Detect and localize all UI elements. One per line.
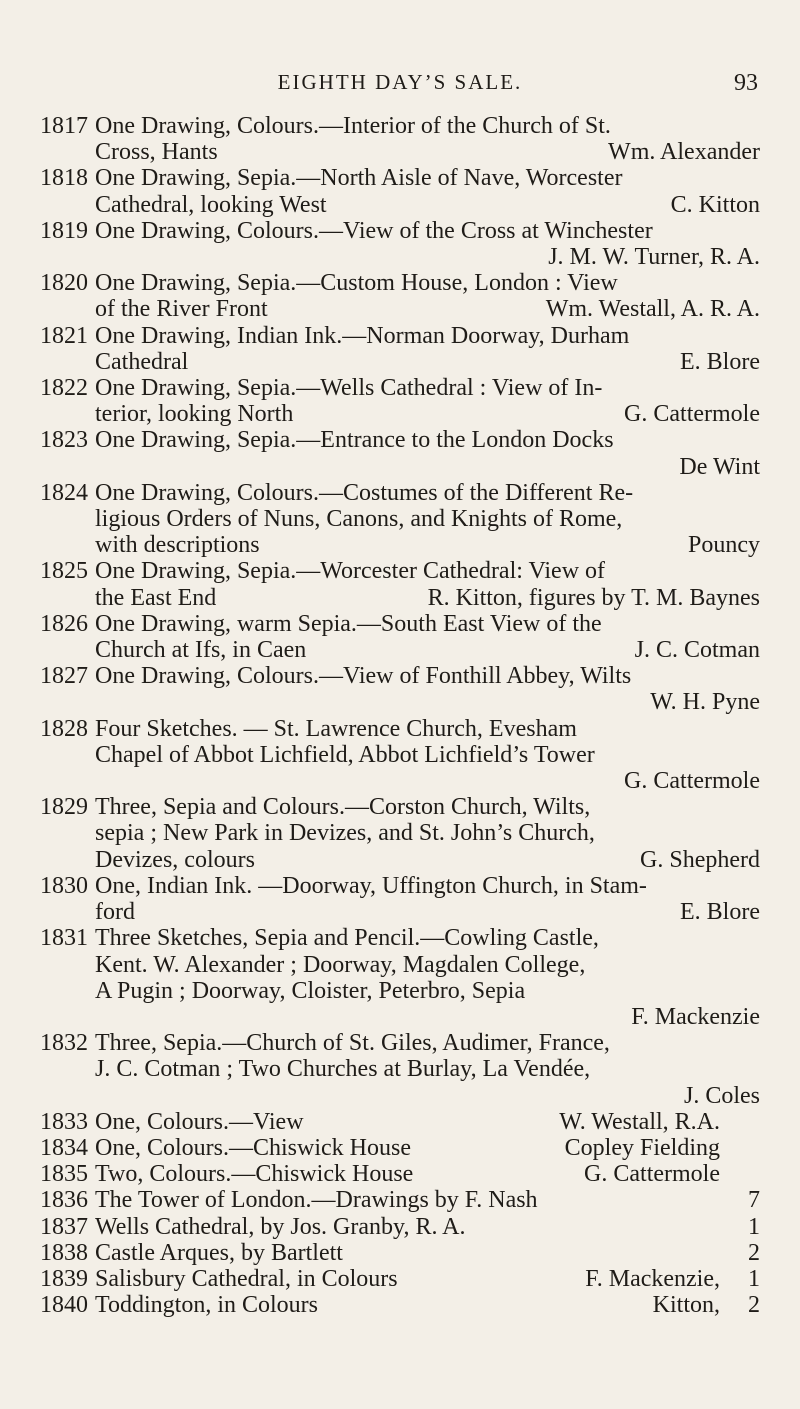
- description-line: One Drawing, Colours.—View of Fonthill Abbey, Wilts: [95, 663, 632, 690]
- lot-description: [95, 113, 760, 165]
- lot-number: 1821: [40, 322, 88, 349]
- lot-entry: [40, 1187, 760, 1213]
- item-count: 7: [748, 1187, 760, 1214]
- lot-number: 1834: [40, 1134, 88, 1161]
- lot-number: 1836: [40, 1187, 88, 1214]
- description-line: [95, 532, 760, 558]
- artist-name: J. C. Cotman: [634, 637, 760, 664]
- lot-entry: [40, 1135, 760, 1161]
- artist-name: E. Blore: [680, 899, 760, 926]
- lot-number: 1833: [40, 1108, 88, 1135]
- lot-number: 1818: [40, 165, 88, 192]
- description-text: Devizes, colours: [95, 846, 255, 873]
- description-line: One Drawing, Sepia.—Custom House, London : View: [95, 270, 618, 297]
- lot-entry: [40, 1266, 760, 1292]
- description-line: [95, 768, 760, 794]
- artist-name: De Wint: [679, 453, 760, 480]
- artist-name: G. Cattermole: [584, 1161, 720, 1188]
- description-text: Castle Arques, by Bartlett: [95, 1239, 343, 1266]
- description-line: One, Indian Ink. —Doorway, Uffington Church, in Stam-: [95, 872, 647, 899]
- description-text: [95, 1083, 684, 1109]
- description-line: Chapel of Abbot Lichfield, Abbot Lichfield’s Tower: [95, 741, 595, 768]
- lot-description: [95, 873, 760, 925]
- description-text: [95, 1004, 631, 1030]
- lot-entry: [40, 1161, 760, 1187]
- artist-name: Pouncy: [688, 532, 760, 559]
- lot-description: [95, 1214, 760, 1240]
- lot-entry: [40, 611, 760, 663]
- description-line: One Drawing, Sepia.—Entrance to the London Docks: [95, 427, 614, 454]
- lot-number: 1831: [40, 925, 88, 952]
- description-text: Cross, Hants: [95, 139, 218, 166]
- lot-description: [95, 1161, 760, 1187]
- lot-entry: [40, 218, 760, 270]
- artist-name: Kitton,: [652, 1292, 720, 1319]
- description-text: Cathedral, looking West: [95, 191, 327, 218]
- lot-entry: [40, 558, 760, 610]
- lot-entry: [40, 427, 760, 479]
- lot-description: [95, 1109, 760, 1135]
- lot-entry: [40, 165, 760, 217]
- lot-description: [95, 925, 760, 1030]
- description-line: Three Sketches, Sepia and Pencil.—Cowling Castle,: [95, 925, 599, 952]
- description-line: One Drawing, Colours.—Costumes of the Different Re-: [95, 479, 634, 506]
- artist-name: C. Kitton: [670, 191, 760, 218]
- description-text: of the River Front: [95, 296, 268, 323]
- lot-entry: [40, 375, 760, 427]
- artist-name: G. Cattermole: [624, 401, 760, 428]
- lot-number: 1840: [40, 1292, 88, 1319]
- description-text: [95, 454, 679, 480]
- description-text: with descriptions: [95, 532, 260, 559]
- description-line: Kent. W. Alexander ; Doorway, Magdalen College,: [95, 951, 586, 978]
- description-text: Two, Colours.—Chiswick House: [95, 1161, 414, 1188]
- page-header: [0, 70, 800, 102]
- description-line: Three, Sepia and Colours.—Corston Church, Wilts,: [95, 794, 591, 821]
- description-line: Three, Sepia.—Church of St. Giles, Audimer, France,: [95, 1030, 610, 1057]
- artist-name: F. Mackenzie: [631, 1003, 760, 1030]
- description-line: [95, 454, 760, 480]
- item-count: [720, 1161, 760, 1187]
- lot-number: 1819: [40, 217, 88, 244]
- item-count: 1: [748, 1213, 760, 1240]
- description-line: [95, 296, 760, 322]
- item-count: 2: [748, 1292, 760, 1319]
- description-text: [95, 689, 650, 715]
- artist-name: J. Coles: [683, 1082, 760, 1109]
- description-line: [95, 847, 760, 873]
- lot-entry: [40, 1030, 760, 1109]
- description-text: ford: [95, 899, 135, 926]
- page-number: 93: [734, 70, 758, 96]
- lot-number: 1837: [40, 1213, 88, 1240]
- item-count: [720, 1109, 760, 1135]
- lot-number: 1823: [40, 427, 88, 454]
- lot-number: 1822: [40, 375, 88, 402]
- lot-entry: [40, 113, 760, 165]
- description-line: [95, 349, 760, 375]
- lot-number: 1832: [40, 1030, 88, 1057]
- description-text: One, Colours.—View: [95, 1108, 304, 1135]
- lot-number: 1826: [40, 610, 88, 637]
- artist-name: W. Westall, R.A.: [559, 1108, 720, 1135]
- artist-name: G. Shepherd: [640, 846, 760, 873]
- lot-description: [95, 794, 760, 873]
- description-line: ligious Orders of Nuns, Canons, and Knights of Rome,: [95, 506, 623, 533]
- description-line: One Drawing, Indian Ink.—Norman Doorway, Durham: [95, 322, 630, 349]
- lot-description: [95, 558, 760, 610]
- lot-list: [40, 113, 760, 1318]
- artist-name: Copley Fielding: [564, 1134, 720, 1161]
- lot-entry: [40, 716, 760, 795]
- description-text: One, Colours.—Chiswick House: [95, 1134, 411, 1161]
- lot-entry: [40, 323, 760, 375]
- lot-description: [95, 427, 760, 479]
- description-line: [95, 139, 760, 165]
- description-text: Wells Cathedral, by Jos. Granby, R. A.: [95, 1213, 466, 1240]
- lot-number: 1830: [40, 872, 88, 899]
- lot-description: [95, 1266, 760, 1292]
- artist-name: Wm. Alexander: [608, 139, 760, 166]
- item-count: 2: [748, 1239, 760, 1266]
- description-line: [95, 1083, 760, 1109]
- lot-entry: [40, 270, 760, 322]
- description-line: One Drawing, Sepia.—North Aisle of Nave, Worcester: [95, 165, 623, 192]
- lot-number: 1824: [40, 479, 88, 506]
- lot-description: [95, 270, 760, 322]
- lot-entry: [40, 1240, 760, 1266]
- description-line: [95, 899, 760, 925]
- lot-description: [95, 663, 760, 715]
- description-text: Toddington, in Colours: [95, 1292, 318, 1319]
- running-head: EIGHTH DAY’S SALE.: [277, 70, 523, 94]
- description-text: terior, looking North: [95, 401, 294, 428]
- description-line: [95, 1004, 760, 1030]
- lot-description: [95, 716, 760, 795]
- artist-name: J. M. W. Turner, R. A.: [548, 244, 760, 271]
- description-line: One Drawing, Colours.—Interior of the Church of St.: [95, 113, 611, 139]
- lot-number: 1825: [40, 558, 88, 585]
- description-line: [95, 689, 760, 715]
- description-line: sepia ; New Park in Devizes, and St. John’s Church,: [95, 820, 595, 847]
- artist-name: G. Cattermole: [624, 768, 760, 795]
- lot-entry: [40, 1292, 760, 1318]
- lot-number: 1827: [40, 663, 88, 690]
- description-line: Four Sketches. — St. Lawrence Church, Evesham: [95, 715, 577, 742]
- description-text: the East End: [95, 584, 217, 611]
- description-text: Salisbury Cathedral, in Colours: [95, 1265, 398, 1292]
- item-count: 1: [748, 1265, 760, 1292]
- item-count: [720, 1135, 760, 1161]
- description-line: [95, 244, 760, 270]
- lot-number: 1839: [40, 1265, 88, 1292]
- artist-name: E. Blore: [680, 348, 760, 375]
- lot-description: [95, 323, 760, 375]
- description-line: One Drawing, warm Sepia.—South East View of the: [95, 610, 602, 637]
- lot-entry: [40, 480, 760, 559]
- description-line: One Drawing, Sepia.—Wells Cathedral : View of In-: [95, 375, 603, 402]
- artist-name: W. H. Pyne: [650, 689, 760, 716]
- lot-number: 1820: [40, 270, 88, 297]
- description-line: [95, 192, 760, 218]
- description-line: [95, 585, 760, 611]
- lot-description: [95, 218, 760, 270]
- artist-name: R. Kitton, figures by T. M. Baynes: [427, 584, 760, 611]
- lot-description: [95, 480, 760, 559]
- lot-description: [95, 1292, 760, 1318]
- lot-entry: [40, 925, 760, 1030]
- lot-description: [95, 375, 760, 427]
- lot-entry: [40, 794, 760, 873]
- artist-name: Wm. Westall, A. R. A.: [545, 296, 760, 323]
- lot-entry: [40, 663, 760, 715]
- lot-description: [95, 1030, 760, 1109]
- description-text: Cathedral: [95, 348, 189, 375]
- artist-name: F. Mackenzie,: [585, 1265, 720, 1292]
- description-text: The Tower of London.—Drawings by F. Nash: [95, 1187, 538, 1214]
- lot-number: 1828: [40, 715, 88, 742]
- lot-number: 1829: [40, 794, 88, 821]
- lot-entry: [40, 1109, 760, 1135]
- lot-entry: [40, 1214, 760, 1240]
- lot-number: 1817: [40, 113, 88, 139]
- description-line: One Drawing, Sepia.—Worcester Cathedral: View of: [95, 558, 606, 585]
- description-text: [95, 244, 548, 270]
- description-text: [95, 768, 624, 794]
- description-line: One Drawing, Colours.—View of the Cross at Winchester: [95, 217, 653, 244]
- description-line: A Pugin ; Doorway, Cloister, Peterbro, Sepia: [95, 977, 526, 1004]
- description-text: Church at Ifs, in Caen: [95, 637, 307, 664]
- description-line: [95, 637, 760, 663]
- lot-entry: [40, 873, 760, 925]
- lot-description: [95, 165, 760, 217]
- lot-description: [95, 1187, 760, 1213]
- description-line: J. C. Cotman ; Two Churches at Burlay, La Vendée,: [95, 1056, 591, 1083]
- lot-description: [95, 1240, 760, 1266]
- lot-number: 1835: [40, 1161, 88, 1188]
- lot-number: 1838: [40, 1239, 88, 1266]
- lot-description: [95, 1135, 760, 1161]
- description-line: [95, 401, 760, 427]
- lot-description: [95, 611, 760, 663]
